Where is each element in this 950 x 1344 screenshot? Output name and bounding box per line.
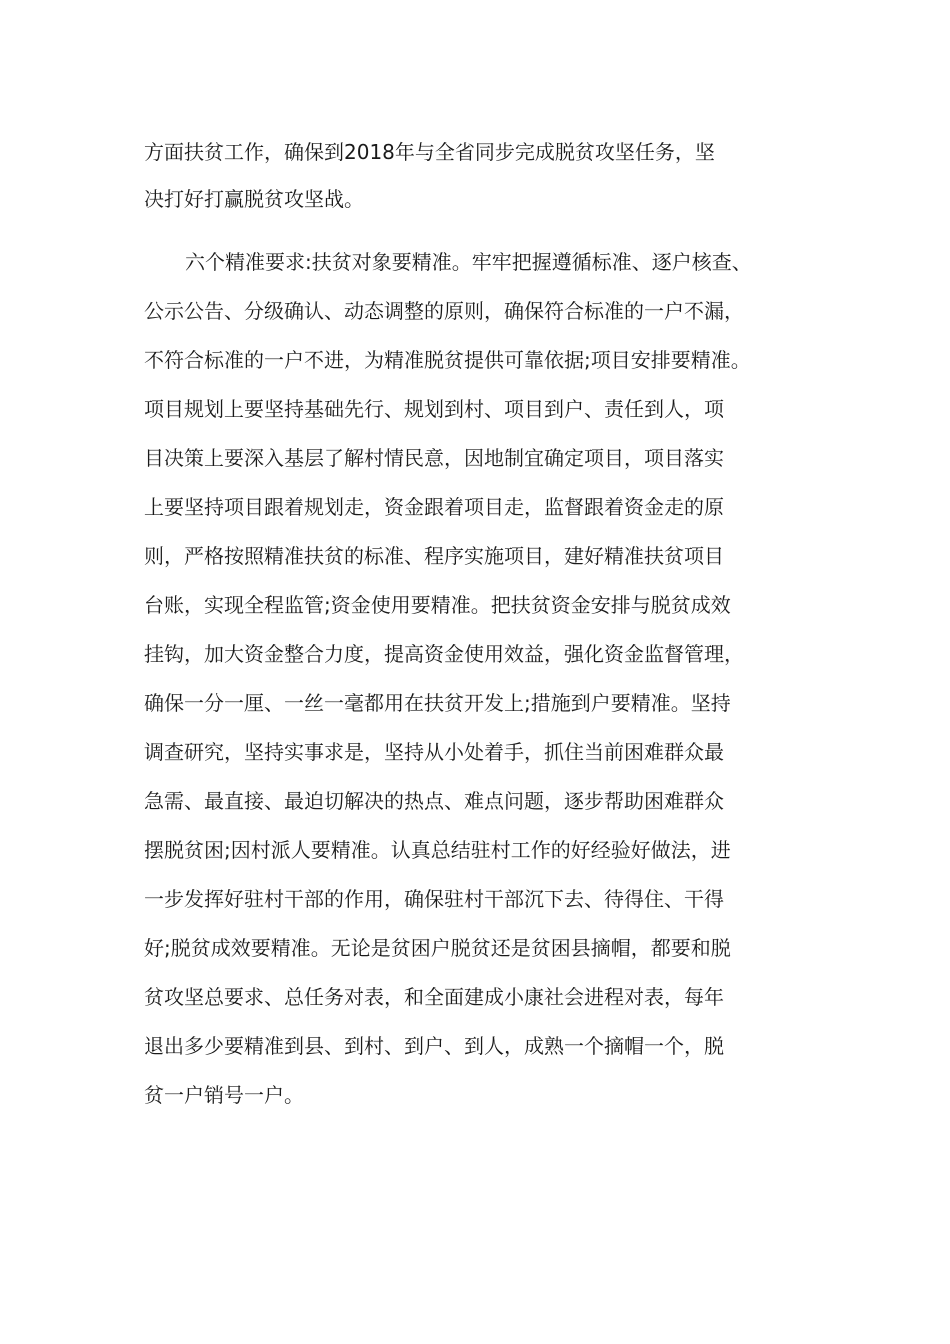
- paragraph-2-line-9: 挂钩，加大资金整合力度，提高资金使用效益，强化资金监督管理，: [144, 642, 744, 666]
- paragraph-1-line-1: 方面扶贫工作，确保到2018年与全省同步完成脱贫攻坚任务，坚: [144, 140, 715, 164]
- paragraph-2-line-7: 则，严格按照精准扶贫的标准、程序实施项目，建好精准扶贫项目: [144, 544, 724, 568]
- paragraph-2-line-8: 台账，实现全程监管;资金使用要精准。把扶贫资金安排与脱贫成效: [144, 593, 731, 617]
- paragraph-2-line-12: 急需、最直接、最迫切解决的热点、难点问题，逐步帮助困难群众: [144, 789, 724, 813]
- paragraph-2-line-6: 上要坚持项目跟着规划走，资金跟着项目走，监督跟着资金走的原: [144, 495, 724, 519]
- paragraph-2-line-16: 贫攻坚总要求、总任务对表，和全面建成小康社会进程对表，每年: [144, 985, 724, 1009]
- paragraph-2-line-13: 摆脱贫困;因村派人要精准。认真总结驻村工作的好经验好做法，进: [144, 838, 731, 862]
- paragraph-2-line-10: 确保一分一厘、一丝一毫都用在扶贫开发上;措施到户要精准。坚持: [144, 691, 731, 715]
- paragraph-2-line-5: 目决策上要深入基层了解村情民意，因地制宜确定项目，项目落实: [144, 446, 724, 470]
- paragraph-2-line-4: 项目规划上要坚持基础先行、规划到村、项目到户、责任到人，项: [144, 397, 724, 421]
- paragraph-2-line-2: 公示公告、分级确认、动态调整的原则，确保符合标准的一户不漏，: [144, 299, 744, 323]
- paragraph-2-line-17: 退出多少要精准到县、到村、到户、到人，成熟一个摘帽一个，脱: [144, 1034, 724, 1058]
- paragraph-1-line-2: 决打好打赢脱贫攻坚战。: [144, 187, 364, 211]
- paragraph-2-line-3: 不符合标准的一户不进，为精准脱贫提供可靠依据;项目安排要精准。: [144, 348, 751, 372]
- paragraph-2-line-14: 一步发挥好驻村干部的作用，确保驻村干部沉下去、待得住、干得: [144, 887, 724, 911]
- paragraph-2-line-11: 调查研究，坚持实事求是，坚持从小处着手，抓住当前困难群众最: [144, 740, 724, 764]
- paragraph-2-line-18: 贫一户销号一户。: [144, 1083, 304, 1107]
- paragraph-2-line-15: 好;脱贫成效要精准。无论是贫困户脱贫还是贫困县摘帽，都要和脱: [144, 936, 731, 960]
- paragraph-2-line-1: 六个精准要求:扶贫对象要精准。牢牢把握遵循标准、逐户核查、: [185, 250, 752, 274]
